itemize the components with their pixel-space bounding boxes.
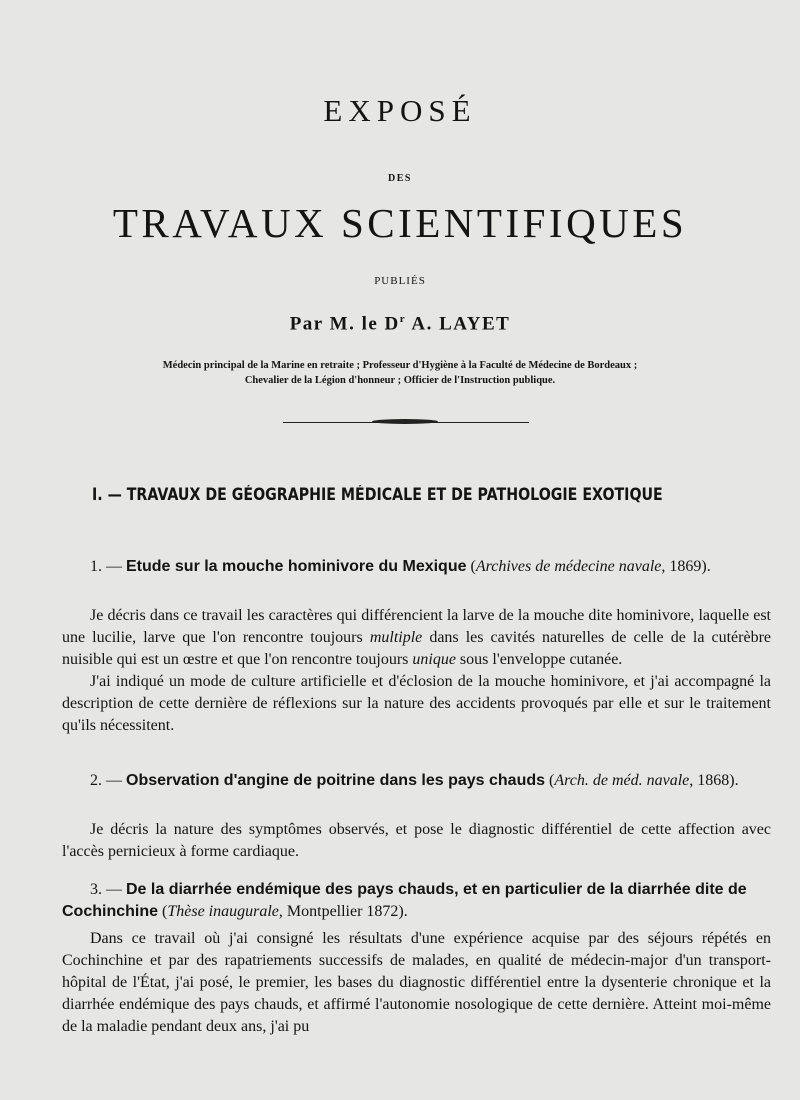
work-1-p1-italic-1: multiple: [369, 629, 423, 646]
work-1-paragraph-2: J'ai indiqué un mode de culture artificielle et d'éclosion de la mouche hominivore, et j'ai accompagné la description de cette dernière de réflexions sur la nature des accidents provoqués par elle et sur le traitement qu'ils nécessitent.: [62, 673, 771, 734]
author-name: A. LAYET: [406, 313, 511, 335]
work-3-paragraph-1: Dans ce travail où j'ai consigné les résultats d'une expérience acquise par des séjours répétés en Cochinchine et par des rapatriements successifs de malades, en qualité de médecin-major d'un transport-hôpital de l'État, j'ai posé, le premier, les bases du diagnostic différentiel entre la dysenterie chronique et la diarrhée endémique des pays chauds, et affirmé l'autonomie nosologique de cette dernière. Atteint moi-même de la maladie pendant deux ans, j'ai pu: [62, 930, 771, 1035]
work-1-heading: [62, 556, 771, 578]
work-1-p1-text-c: sous l'enveloppe cutanée.: [455, 651, 623, 668]
work-1-paragraph-1: [62, 605, 771, 671]
work-3-title: De la diarrhée endémique des pays chauds, et en particulier de la diarrhée dite de Cochinchine: [62, 881, 747, 920]
page-title: TRAVAUX SCIENTIFIQUES: [112, 200, 688, 246]
author-credentials-2: Chevalier de la Légion d'honneur ; Officier de l'Instruction publique.: [244, 375, 556, 386]
work-2-source-rest: , 1868).: [689, 772, 739, 789]
work-2-heading: [62, 770, 771, 792]
work-2-number: 2. —: [90, 772, 126, 789]
work-1-p1-italic-2: unique: [412, 651, 456, 668]
author-line: [0, 313, 800, 335]
divider-ornament: [372, 419, 438, 424]
work-1-title: Etude sur la mouche hominivore du Mexique: [126, 558, 467, 575]
work-2-source-open: (: [545, 772, 555, 789]
section-heading: I. — TRAVAUX DE GÉOGRAPHIE MÉDICALE ET DE PATHOLOGIE EXOTIQUE: [92, 485, 663, 504]
work-3-body: [62, 928, 771, 1038]
work-2-title: Observation d'angine de poitrine dans les pays chauds: [126, 772, 546, 789]
work-1-p1-text-b: dans les cavités naturelles de celle de la cutérèbre nuisible qui est un œstre et que l'on rencontre toujours: [62, 629, 772, 668]
work-1-source-rest: , 1869).: [661, 558, 711, 575]
work-1-number: 1. —: [90, 558, 126, 575]
title-publies: PUBLIÉS: [374, 275, 426, 287]
author-prefix: Par M. le D: [289, 313, 400, 335]
work-3-source-italic: Thèse inaugurale: [167, 903, 279, 920]
title-des: DES: [388, 173, 412, 184]
work-1-source-open: (: [466, 558, 476, 575]
work-1-body: [62, 605, 771, 737]
author-sup: r: [399, 313, 407, 325]
author-credentials-1: Médecin principal de la Marine en retraite ; Professeur d'Hygiène à la Faculté de Médecine de Bordeaux ;: [162, 360, 638, 371]
title-expose: EXPOSÉ: [323, 93, 477, 128]
work-3-source-open: (: [158, 903, 168, 920]
work-2-paragraph-1: Je décris la nature des symptômes observés, et pose le diagnostic différentiel de cette affection avec l'accès pernicieux à forme cardiaque.: [62, 821, 771, 860]
work-2-body: [62, 819, 771, 863]
work-3-heading: [62, 879, 771, 923]
work-2-source-italic: Arch. de méd. navale: [554, 772, 690, 789]
work-3-number: 3. —: [90, 881, 126, 898]
work-1-source-italic: Archives de médecine navale: [475, 558, 662, 575]
work-1-p1-text-a: Je décris dans ce travail les caractères qui différencient la larve de la mouche dite hominivore, laquelle est une lucilie, larve que l'on rencontre toujours: [62, 607, 771, 646]
work-3-source-rest: , Montpellier 1872).: [278, 903, 408, 920]
